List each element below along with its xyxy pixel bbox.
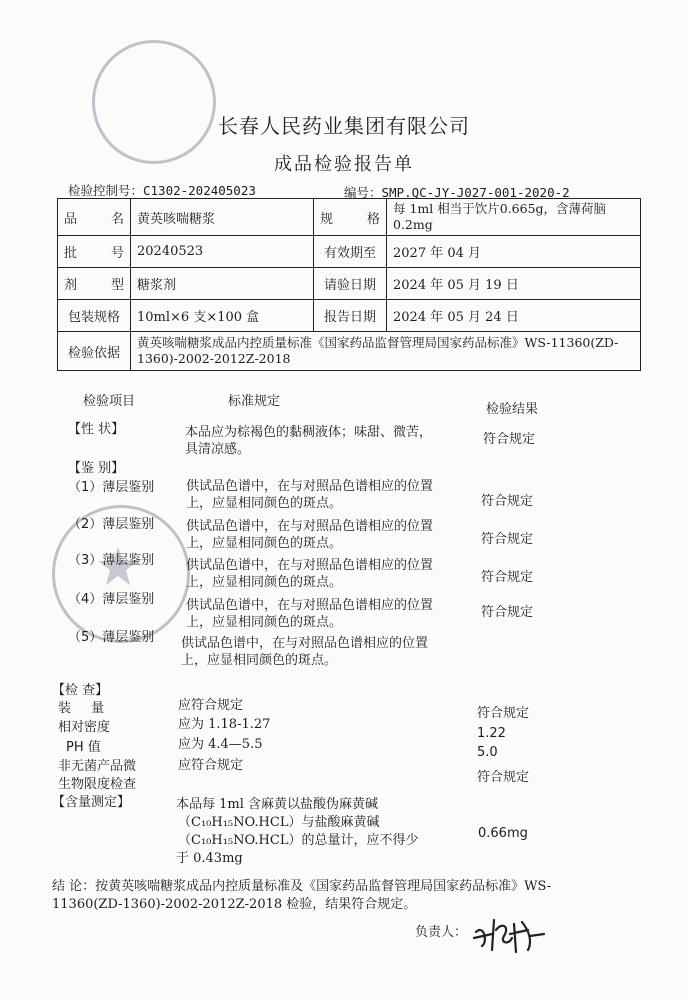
assay-standard-line-1: 本品每 1ml 含麻黄以盐酸伪麻黄碱 [176, 797, 379, 812]
exam-item-microbial-2: 生物限度检查 [58, 777, 137, 792]
identification-heading: 【鉴 别】 [68, 461, 125, 476]
identification-item-2: （2）薄层鉴别 [68, 517, 155, 532]
expiry-value: 2027 年 04 月 [387, 236, 641, 268]
identification-result-3: 符合规定 [481, 570, 534, 585]
report-date-label: 报告日期 [314, 300, 387, 332]
exam-result-fill: 符合规定 [477, 706, 530, 721]
assay-result: 0.66mg [478, 826, 528, 841]
dosage-form-label: 剂 型 [58, 268, 131, 300]
package-label: 包装规格 [58, 300, 131, 332]
report-date-value: 2024 年 05 月 24 日 [387, 300, 641, 332]
character-standard: 本品应为棕褐色的黏稠液体；味甜、微苦，具清凉感。 [185, 425, 433, 457]
identification-standard-3: 供试品色谱中，在与对照品色谱相应的位置上，应显相同颜色的斑点。 [186, 558, 434, 590]
identification-item-4: （4）薄层鉴别 [68, 592, 155, 607]
identification-result-1: 符合规定 [481, 494, 534, 509]
exam-standard-fill: 应符合规定 [178, 698, 244, 713]
signature [470, 912, 550, 958]
identification-result-2: 符合规定 [481, 532, 534, 547]
character-heading: 【性 状】 [68, 422, 125, 437]
package-value: 10ml×6 支×100 盒 [131, 300, 314, 332]
exam-standard-microbial: 应符合规定 [178, 758, 244, 773]
report-title: 成品检验报告单 [274, 154, 414, 175]
character-result: 符合规定 [483, 432, 536, 447]
identification-item-5: （5）薄层鉴别 [68, 630, 155, 645]
info-table [57, 198, 641, 371]
exam-item-microbial-1: 非无菌产品微 [58, 759, 137, 774]
identification-standard-1: 供试品色谱中，在与对照品色谱相应的位置上，应显相同颜色的斑点。 [186, 479, 434, 511]
assay-standard-line-2: （C₁₀H₁₅NO.HCL）与盐酸麻黄碱 [178, 815, 380, 830]
spec-label: 规 格 [314, 199, 387, 236]
dosage-form-value: 糖浆剂 [131, 268, 314, 300]
company-seal [92, 40, 216, 164]
assay-heading: 【含量测定】 [52, 795, 131, 810]
product-name-label: 品 名 [58, 199, 131, 236]
exam-item-density: 相对密度 [58, 720, 111, 735]
assay-standard-line-4: 于 0.43mg [176, 851, 243, 866]
request-date-value: 2024 年 05 月 19 日 [387, 268, 641, 300]
identification-result-4: 符合规定 [481, 605, 534, 620]
company-name: 长春人民药业集团有限公司 [218, 114, 470, 138]
identification-standard-5: 供试品色谱中，在与对照品色谱相应的位置上，应显相同颜色的斑点。 [181, 636, 429, 668]
exam-standard-ph: 应为 4.4—5.5 [178, 737, 263, 752]
basis-value: 黄英咳喘糖浆成品内控质量标准《国家药品监督管理局国家药品标准》WS-11360(ZD-1360)-2002-2012Z-2018 [131, 332, 641, 371]
identification-standard-4: 供试品色谱中，在与对照品色谱相应的位置上，应显相同颜色的斑点。 [186, 598, 434, 630]
column-standard: 标准规定 [228, 394, 281, 409]
spec-value: 每 1ml 相当于饮片0.665g，含薄荷脑0.2mg [387, 199, 641, 236]
assay-standard-line-3: （C₁₀H₁₅NO.HCL）的总量计，应不得少 [178, 833, 419, 848]
identification-standard-2: 供试品色谱中，在与对照品色谱相应的位置上，应显相同颜色的斑点。 [186, 519, 434, 551]
exam-result-ph: 5.0 [477, 745, 498, 760]
expiry-label: 有效期至 [314, 236, 387, 268]
column-item: 检验项目 [83, 394, 136, 409]
conclusion-text: 结 论：按黄英咳喘糖浆成品内控质量标准及《国家药品监督管理局国家药品标准》WS-11360(ZD-1360)-2002-2012Z-2018 检验，结果符合规定。 [52, 879, 552, 912]
batch-value: 20240523 [131, 236, 314, 268]
examination-heading: 【检 查】 [52, 683, 109, 698]
identification-item-3: （3）薄层鉴别 [68, 553, 155, 568]
exam-result-microbial: 符合规定 [477, 770, 530, 785]
control-number: 检验控制号：C1302-202405023 [68, 183, 256, 198]
basis-label: 检验依据 [58, 332, 131, 371]
document-number: 编号：SMP.QC-JY-J027-001-2020-2 [344, 185, 570, 200]
column-result: 检验结果 [486, 402, 539, 417]
identification-item-1: （1）薄层鉴别 [68, 480, 155, 495]
exam-result-density: 1.22 [477, 726, 506, 741]
exam-item-ph: PH 值 [66, 740, 101, 755]
responsible-label: 负责人： [415, 925, 468, 940]
product-name-value: 黄英咳喘糖浆 [131, 199, 314, 236]
batch-label: 批 号 [58, 236, 131, 268]
request-date-label: 请验日期 [314, 268, 387, 300]
exam-standard-density: 应为 1.18-1.27 [178, 717, 271, 732]
exam-item-fill: 装 量 [58, 701, 113, 716]
